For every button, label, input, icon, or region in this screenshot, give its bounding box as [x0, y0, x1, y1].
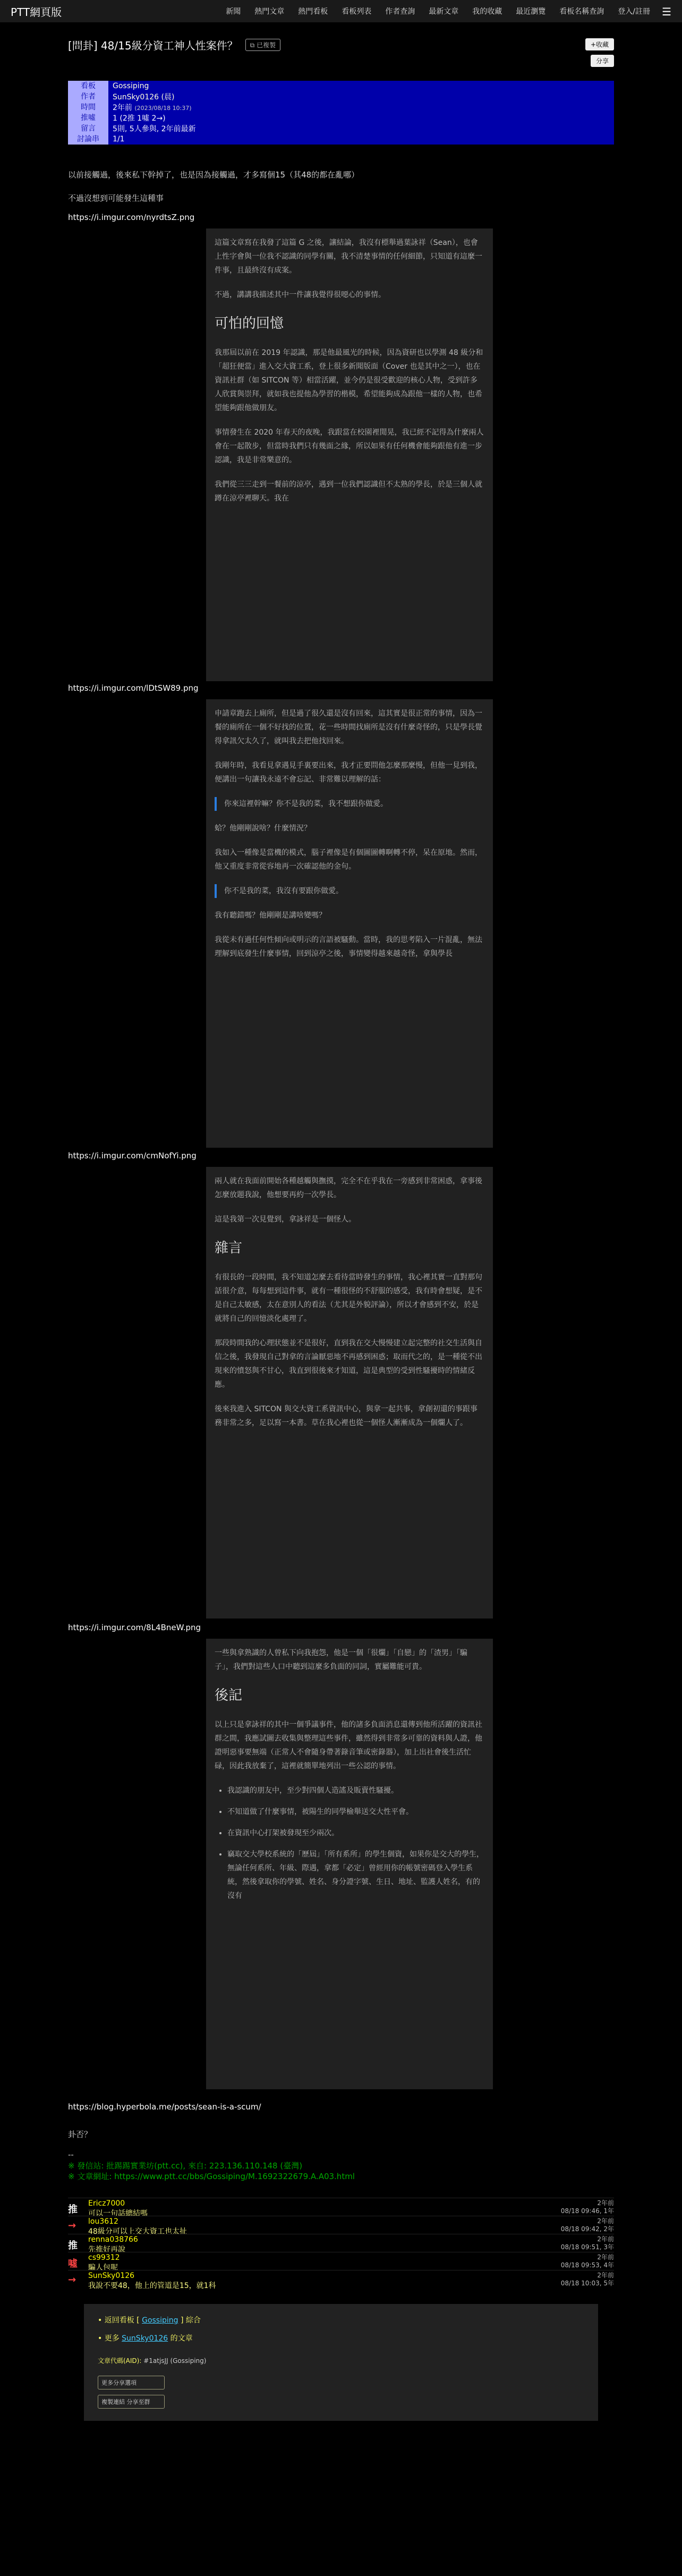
- push-time: 2年前 08/18 09:51, 3年: [560, 2235, 614, 2251]
- meta-key: 看板: [68, 81, 108, 91]
- push-content: 可以一句話總結嗎: [88, 2209, 148, 2218]
- signature-url-row: ※ 文章網址: https://www.ptt.cc/bbs/Gossiping/M.1692322679.A.A03.html: [68, 2172, 355, 2181]
- push-time: 2年前 08/18 10:03, 5年: [560, 2272, 614, 2287]
- card-paragraph: 後來我進入 SITCON 與交大資工系資訊中心，與拿一起共事，拿創初還的事跟事務非常之多，足以寫一本書。草在我心裡也從一個怪人漸漸成為一個爛人了。: [215, 1405, 478, 1427]
- nav-link-recent[interactable]: 最近瀏覽: [516, 7, 546, 16]
- card-heading: 可怕的回憶: [215, 316, 284, 332]
- card-paragraph: 兩人就在我面前開始各種越觸與撫摸，完全不在乎我在一旁感到非常困惑，拿事後怎麼放題我說，他想要再約一次學長。: [215, 1177, 482, 1199]
- copy-title-button[interactable]: [245, 39, 280, 51]
- push-row: [68, 2252, 614, 2270]
- push-user[interactable]: SunSky0126: [88, 2272, 135, 2280]
- meta-key: 留言: [68, 123, 108, 134]
- push-user[interactable]: cs99312: [88, 2253, 120, 2262]
- card-heading: 後記: [215, 1688, 243, 1704]
- nav-link-board-search[interactable]: 看板名稱查詢: [559, 7, 604, 16]
- push-row: [68, 2270, 614, 2288]
- article-title: [問卦] 48/15級分資工神人性案件？: [68, 39, 238, 52]
- article-footer: [84, 2304, 598, 2421]
- image-card: [206, 699, 493, 1148]
- site-brand[interactable]: PTT網頁版: [11, 5, 62, 19]
- author-articles-link[interactable]: SunSky0126: [122, 2334, 168, 2343]
- push-tag: 推: [68, 2204, 78, 2215]
- push-content: 48級分可以上交大資工也太扯: [88, 2227, 187, 2236]
- board-link[interactable]: Gossiping: [113, 82, 149, 90]
- push-user[interactable]: renna038766: [88, 2235, 138, 2244]
- push-user[interactable]: lou3612: [88, 2217, 118, 2226]
- card-list-item: • 在資訊中心打架被發現至少兩次。: [227, 1826, 484, 1840]
- more-share-button[interactable]: 更多分享選項: [98, 2376, 165, 2389]
- push-tag: →: [68, 2220, 76, 2231]
- meta-time: 2年前 (2023/08/18 10:37): [113, 104, 192, 112]
- card-paragraph: 蛤？他剛剛說啥？什麼情況？: [215, 824, 311, 833]
- push-row: [68, 2234, 614, 2252]
- meta-key: 推噓: [68, 113, 108, 123]
- push-tag: →: [68, 2274, 76, 2285]
- blog-link[interactable]: https://blog.hyperbola.me/posts/sean-is-a-scum/: [68, 2102, 261, 2112]
- meta-comment: 5則, 5人參與, 2年前最新: [113, 125, 196, 133]
- copy-icon: ⧉: [250, 41, 257, 49]
- title-row: [68, 37, 280, 53]
- meta-key: 時間: [68, 102, 108, 113]
- more-by-author-row: • 更多 SunSky0126 的文章: [98, 2334, 193, 2343]
- card-paragraph: 以上只是拿詠祥的其中一個爭議事件，他的諸多負面消息還傳到他所活躍的資訊社群之間，我應試圖去收集與整理這些事件，雖然得到非常多可靠的資料與人證，他證明惡事要無端（正常人不會隨身帶著錄音筆或密錄器），加上出社會後生活忙碌，因此我放棄了，這裡就簡單地列出一些公認的事情。: [215, 1721, 482, 1770]
- push-time: 2年前 08/18 09:53, 4年: [560, 2253, 614, 2269]
- image-link[interactable]: https://i.imgur.com/cmNofYi.png: [68, 1151, 197, 1160]
- back-board-link[interactable]: Gossiping: [142, 2316, 178, 2325]
- share-button[interactable]: 分享: [591, 55, 614, 67]
- nav-link-hot-boards[interactable]: 熱門看板: [298, 7, 328, 16]
- card-list: [215, 1784, 484, 1903]
- card-paragraph: 有很長的一段時間，我不知道怎麼去看待當時發生的事情，我心裡其實一直對那句話很介意，每每想到這件事，就有一種很怪的不舒服的感受，我有時會想疑，是不是自己太敏感，太在意別人的看法（尤其是外貌評論），所以才會感到不安，於是就將自己的回憶淡化處理了。: [215, 1273, 482, 1323]
- card-paragraph: 這篇文章寫在我發了這篇 G 之後，讓結論，我沒有標舉過葉詠祥（Sean），也會上性字會與一位我不認識的同學有關，我不清楚事情的任何細節，只知道有這麼一件事，且最終沒有成案。: [215, 239, 482, 275]
- nav-link-author-search[interactable]: 作者查詢: [385, 7, 415, 16]
- push-tag: 推: [68, 2240, 78, 2251]
- push-content: 先推好再說: [88, 2245, 125, 2254]
- card-paragraph: 我那屆以前在 2019 年認識，那是他最風光的時候，因為資研也以學測 48 級分和「超狂便當」進入交大資工系，登上很多新聞版面（Cover 也是其中之一），也在資訊社群（如 SITCON 等）相當活躍，並今仍是很受歡迎的核心人物，受到許多人欣賞與崇拜，就如我也提他為學習的楷模，希望能夠成為跟他一樣的人物，也希望能夠跟他做朋友。: [215, 349, 483, 412]
- card-paragraph: 我如入一種像是當機的模式，腦子裡像是有個圖圖轉啊轉不停，呆在原地。然而，他又重度非常從容地再一次確認他的金句。: [215, 849, 482, 871]
- nav-links: [226, 0, 650, 22]
- article-meta: [68, 81, 614, 145]
- divider: --: [68, 2150, 74, 2159]
- meta-row-board: [68, 81, 614, 91]
- card-paragraph: 事情發生在 2020 年春天的夜晚，我跟當在校園裡閒晃，我已經不記得為什麼兩人會在一起散步，但當時我們只有幾面之緣，所以如果有任何機會能夠跟他有進一步認識，我是非常樂意的。: [215, 428, 484, 464]
- nav-link-hot-articles[interactable]: 熱門文章: [254, 7, 285, 16]
- image-card: [206, 1639, 493, 2089]
- copy-link-share-button[interactable]: 複製連結 分享至群: [98, 2395, 165, 2409]
- nav-link-latest[interactable]: 最新文章: [429, 7, 459, 16]
- image-link[interactable]: https://i.imgur.com/8L4BneW.png: [68, 1623, 201, 1632]
- image-link[interactable]: https://i.imgur.com/lDtSW89.png: [68, 683, 199, 693]
- favorite-button[interactable]: +收藏: [585, 38, 614, 50]
- meta-thread: 1/1: [113, 135, 125, 143]
- push-row: [68, 2198, 614, 2216]
- push-tag: 噓: [68, 2258, 78, 2269]
- back-to-board-row: • 返回看板 [ Gossiping ] 綜合: [98, 2316, 201, 2325]
- card-quote: 你不是我的菜，我沒有要跟你做愛。: [215, 884, 484, 898]
- card-list-item: • 竊取交大學校系統的「歷屆」「所有系所」的學生個資，如果你是交大的學生，無論任何系所、年級、際遇，拿都「必定」曾經用你的帳號密碼登入學生系統，然後拿取你的學號、姓名、身分證字號、生日、地址、監護人姓名，有的沒有: [227, 1848, 484, 1903]
- image-card: [206, 228, 493, 681]
- card-paragraph: 申請章跑去上廁所，但是過了很久還是沒有回來，這其實是很正常的事情，因為一餐的廁所在一個不好找的位置，花一些時間找廁所是沒有什麼奇怪的，只是學長覺得拿訊欠太久了，就叫我去把他找回來。: [215, 709, 482, 745]
- nav-link-favorites[interactable]: 我的收藏: [472, 7, 502, 16]
- push-user[interactable]: Ericz7000: [88, 2199, 125, 2208]
- nav-link-news[interactable]: 新聞: [226, 7, 241, 16]
- card-paragraph: 這是我第一次見覺到，拿詠祥是一個怪人。: [215, 1215, 356, 1224]
- card-paragraph: 不過，講講我描述其中一件讓我覺得很噁心的事情。: [215, 291, 386, 299]
- article-code: 文章代碼(AID): #1atjsJJ (Gossiping): [98, 2357, 207, 2365]
- image-link[interactable]: https://i.imgur.com/nyrdtsZ.png: [68, 213, 195, 222]
- push-row: [68, 2216, 614, 2234]
- image-card: [206, 1167, 493, 1619]
- card-paragraph: 我從未有過任何性傾向或明示的言語被騷動。當時，我的思考陷入一片混亂，無法理解到底發生什麼事情，回到涼亭之後，事情變得越來越奇怪，拿與學長: [215, 936, 482, 958]
- meta-row-time: [68, 102, 614, 113]
- meta-key: 討論串: [68, 134, 108, 145]
- meta-key: 作者: [68, 91, 108, 102]
- push-content: 騙人包呢: [88, 2264, 118, 2272]
- meta-row-thread: [68, 134, 614, 145]
- card-paragraph: 我剛年時，我看見拿遇見手裏要出來，我才正要問他怎麼那麼慢，但他一見到我，便講出一句讓我永遠不會忘記、非常難以理解的話：: [215, 761, 482, 784]
- meta-row-author: [68, 91, 614, 102]
- copy-button-label: 已複製: [257, 41, 276, 49]
- meta-row-comment: [68, 123, 614, 134]
- push-time: 2年前 08/18 09:42, 2年: [560, 2217, 614, 2233]
- card-paragraph: 我有聽錯嗎？他剛剛是講啥變嗎？: [215, 911, 326, 920]
- signature-from: ※ 發信站: 批踢踢實業坊(ptt.cc), 來自: 223.136.110.148 (臺灣): [68, 2161, 303, 2171]
- side-buttons: [585, 38, 614, 67]
- push-content: 我說不要48，他上的管道是15，就1科: [88, 2282, 216, 2290]
- meta-push: 1 (2推 1噓 2→): [113, 114, 166, 123]
- menu-icon[interactable]: ☰: [662, 5, 671, 18]
- card-paragraph: 一些與拿熟識的人曾私下向我抱怨，他是一個「很爛」「自戀」的「渣男」「騙子」，我們對這些人口中聽到這麼多負面的同詞，實屬難能可貴。: [215, 1649, 467, 1671]
- article-url-link[interactable]: https://www.ptt.cc/bbs/Gossiping/M.1692322679.A.A03.html: [114, 2172, 355, 2181]
- card-list-item: • 不知道做了什麼事情，被陽生的同學檢舉送交大性平會。: [227, 1805, 484, 1819]
- card-list-item: • 我認識的朋友中，至少對四個人造謠及販賣性騷擾。: [227, 1784, 484, 1798]
- nav-link-login[interactable]: 登入/註冊: [618, 7, 650, 16]
- card-paragraph: 我們從三三走到一餐前的涼亭，遇到一位我們認識但不太熟的學長，於是三個人就蹲在涼亭裡聊天。我在: [215, 480, 482, 503]
- top-nav: [0, 0, 682, 22]
- card-heading: 雜言: [215, 1240, 243, 1256]
- author-link[interactable]: SunSky0126 (晨): [113, 93, 175, 101]
- intro-text: 以前接觸過，後來私下幹掉了，也是因為接觸過，才多寫個15（其48的都在亂哪） 不過沒想到可能發生這種事: [68, 170, 360, 203]
- meta-row-push: [68, 113, 614, 123]
- push-time: 2年前 08/18 09:46, 1年: [560, 2199, 614, 2215]
- card-paragraph: 那段時間我的心理狀態並不是很好，直到我在交大慢慢建立起完整的社交生活與自信之後，我發現自己對拿的言論厭惡地不再感到困惑；取而代之的，是一種從不出現來的憤怒與不甘心，我直到很後來才知道，這是典型的受到性騷擾時的情緒反應。: [215, 1339, 482, 1389]
- card-quote: 你來這裡幹嘛？你不是我的菜，我不想跟你做愛。: [215, 797, 484, 811]
- nav-link-board-list[interactable]: 看板列表: [342, 7, 372, 16]
- tail-text: 卦否？: [68, 2130, 92, 2139]
